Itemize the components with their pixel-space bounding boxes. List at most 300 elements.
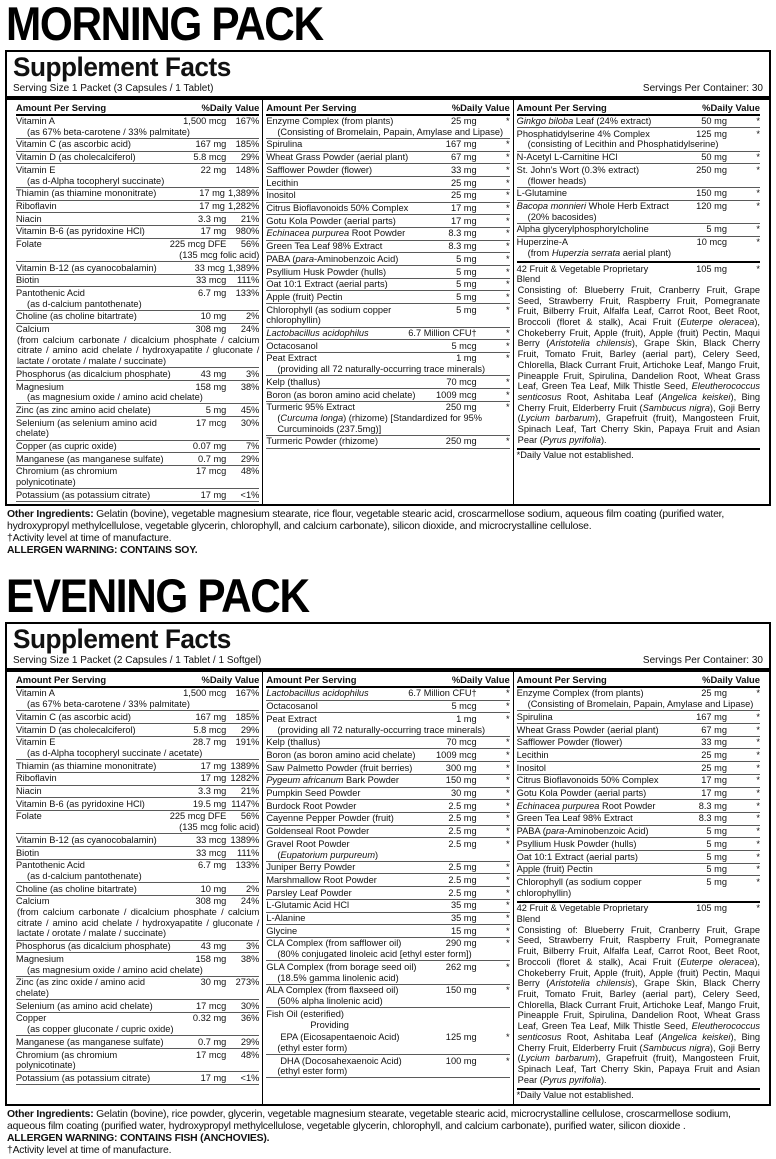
ingredient-amount: 5 mg: [706, 851, 727, 862]
column-header: [16, 672, 259, 688]
ingredient-amount: 2.5 mg: [448, 838, 477, 849]
ingredient-row: [266, 887, 509, 900]
ingredient-sub-note: (as magnesium oxide / amino acid chelate): [27, 392, 203, 403]
evening-serving-size: Serving Size 1 Packet (2 Capsules / 1 Tablet / 1 Softgel): [13, 654, 262, 666]
ingredient-amount: 6.7 mg: [198, 860, 227, 871]
ingredient-amount: 33 mcg: [194, 262, 225, 273]
ingredient-name: Folate: [16, 811, 42, 822]
ingredient-name: Zinc (as zinc oxide / amino acid chelate): [16, 977, 146, 998]
ingredient-amount: 5 mg: [205, 404, 227, 415]
ingredient-amount: 5 mg: [456, 291, 477, 302]
ingredient-daily-value: <1%: [240, 489, 260, 500]
ingredient-daily-value: *: [756, 724, 760, 735]
ingredient-daily-value: 29%: [240, 453, 260, 464]
ingredient-row: [266, 838, 509, 861]
ingredient-amount: 0.07 mg: [192, 441, 227, 452]
ingredient-daily-value: *: [506, 862, 510, 873]
ingredient-amount: 17 mg: [450, 203, 477, 213]
evening-supplement-facts-box: [5, 622, 771, 1105]
morning-column-3: [513, 100, 763, 505]
ingredient-name: Boron (as boron amino acid chelate): [266, 749, 416, 760]
ingredient-sub-note: Consisting of: Blueberry Fruit, Cranberry Fruit, Grape Seed, Strawberry Fruit, Raspberry Fruit, Pomegranate Fruit, Bilberry Fruit, Alfalfa Leaf, Carrot Root, Beet Root, Broccoli (floret & stalk), Acai Fruit (Euterpe oleracea), Chokeberry Fruit, Apple (fruit), Apple (fruit) Pectin, Maqui Berry (Aristotelia chilensis), Grape Skin, Black Cherry Fruit, Tomato Fruit, Barley (aerial part), Celery Seed, Chlorella, Black Currant Fruit, Artichoke Leaf, Mango Fruit, Pineapple Fruit, Spirulina, Dandelion Root, Wheat Grass Leaf, Green Tea Leaf, Milk Thistle Seed, Eleutherococcus senticosus Root, Ashitaba Leaf (Angelica keiskei), Bing Cherry Fruit, Elderberry Fruit (Sambucus nigra), Goji Berry (Lycium barbarum), Grapefruit (fruit), Mangosteen Fruit, Spinach Leaf, Tart Cherry Skin, Papaya Fruit and Asian Pear (Pyrus pyrifolia).: [517, 924, 760, 1085]
ingredient-name: Spirulina: [516, 711, 553, 722]
ingredient-name: Chlorophyll (as sodium copper chlorophyllin): [516, 876, 642, 898]
ingredient-daily-value: 3%: [245, 941, 260, 952]
ingredient-daily-value: 24%: [240, 324, 260, 335]
ingredient-daily-value: 191%: [235, 737, 260, 748]
ingredient-row: [266, 800, 509, 813]
ingredient-amount: 50 mg: [701, 116, 727, 127]
ingredient-name: Saw Palmetto Powder (fruit berries): [266, 762, 413, 773]
ingredient-name: Vitamin E: [16, 737, 56, 748]
ingredient-row: [266, 701, 509, 714]
ingredient-amount: 250 mg: [445, 402, 477, 413]
ingredient-amount: 0.32 mg: [192, 1013, 227, 1024]
ingredient-name: Kelp (thallus): [266, 737, 321, 748]
ingredient-daily-value: *: [506, 961, 510, 972]
ingredient-name: ALA Complex (from flaxseed oil): [266, 985, 399, 996]
ingredient-name: Calcium: [16, 324, 50, 335]
ingredient-name: Inositol: [516, 762, 546, 773]
daily-value-header: %Daily Value: [702, 673, 760, 685]
ingredient-row: [517, 864, 760, 877]
ingredient-row: [16, 453, 259, 466]
ingredient-daily-value: 56%: [240, 239, 260, 250]
ingredient-amount: 25 mg: [701, 749, 727, 760]
ingredient-daily-value: 167%: [235, 116, 260, 127]
ingredient-row: [16, 773, 259, 786]
ingredient-daily-value: 1147%: [231, 798, 260, 809]
ingredient-name: Magnesium: [16, 381, 64, 392]
ingredient-row: [266, 874, 509, 887]
ingredient-daily-value: *: [756, 775, 760, 786]
ingredient-sub-note: (ethyl ester form): [277, 1066, 348, 1077]
ingredient-daily-value: *: [756, 788, 760, 799]
other-ingredients-label: Other Ingredients:: [7, 509, 94, 521]
ingredient-amount: 8.3 mg: [698, 813, 727, 824]
column-header: [266, 100, 509, 116]
ingredient-amount: 225 mcg DFE: [169, 811, 227, 822]
ingredient-row: [517, 201, 760, 224]
ingredient-row: [266, 116, 509, 139]
ingredient-amount: 17 mg: [200, 773, 227, 784]
ingredient-amount: 5 mg: [706, 838, 727, 849]
ingredient-row: [266, 737, 509, 750]
ingredient-name: Vitamin E: [16, 164, 56, 175]
ingredient-amount: 120 mg: [696, 201, 727, 211]
ingredient-amount: 17 mg: [200, 1072, 227, 1083]
ingredient-row: [517, 1088, 760, 1102]
ingredient-daily-value: *: [506, 177, 510, 188]
ingredient-amount: 250 mg: [696, 164, 727, 175]
ingredient-amount: 5 mg: [706, 876, 727, 887]
ingredient-daily-value: 111%: [237, 275, 260, 286]
ingredient-amount: 25 mg: [450, 177, 477, 188]
ingredient-name: Selenium (as amino acid chelate): [16, 1000, 153, 1011]
ingredient-row: [266, 228, 509, 241]
ingredient-row: [517, 813, 760, 826]
ingredient-name: Safflower Powder (flower): [266, 164, 373, 175]
ingredient-row: [16, 417, 259, 440]
ingredient-row: [16, 324, 259, 369]
ingredient-daily-value: 38%: [240, 381, 260, 392]
ingredient-amount: 17 mg: [701, 788, 727, 799]
ingredient-name: Vitamin B-6 (as pyridoxine HCl): [16, 226, 145, 237]
ingredient-row: [266, 402, 509, 436]
ingredient-daily-value: 3%: [245, 368, 260, 379]
ingredient-name: 42 Fruit & Vegetable Proprietary Blend: [516, 903, 649, 925]
ingredient-row: [266, 961, 509, 984]
ingredient-name: Peat Extract: [266, 713, 317, 724]
ingredient-amount: 5 mcg: [451, 701, 477, 712]
ingredient-row: [266, 376, 509, 389]
ingredient-amount: 3.3 mg: [198, 213, 227, 224]
ingredient-name: Octacosanol: [266, 701, 318, 712]
ingredient-daily-value: *: [756, 201, 760, 211]
ingredient-daily-value: *: [756, 128, 760, 139]
ingredient-row: [16, 811, 259, 834]
ingredient-rows: [16, 688, 259, 1085]
ingredient-daily-value: *: [506, 1055, 510, 1066]
ingredient-name: Fish Oil (esterified): [266, 1008, 344, 1019]
ingredient-row: [517, 876, 760, 898]
ingredient-name: St. John's Wort (0.3% extract): [516, 164, 640, 175]
ingredient-amount: 250 mg: [445, 436, 477, 447]
ingredient-row: [16, 760, 259, 773]
ingredient-row: [16, 941, 259, 954]
ingredient-amount: 6.7 Million CFU†: [408, 328, 477, 339]
ingredient-daily-value: 273%: [235, 977, 260, 988]
ingredient-row: [266, 304, 509, 327]
ingredient-row: [16, 152, 259, 165]
evening-columns: [13, 672, 763, 1104]
ingredient-name: Pantothenic Acid: [16, 287, 85, 298]
ingredient-daily-value: 1389%: [230, 834, 260, 845]
morning-servings-per-container: Servings Per Container: 30: [642, 82, 763, 94]
ingredient-amount: 5 mg: [456, 266, 477, 277]
ingredient-daily-value: 1,389%: [227, 188, 260, 199]
ingredient-name: Vitamin A: [16, 116, 55, 127]
ingredient-name: Enzyme Complex (from plants): [516, 688, 644, 699]
ingredient-name: Apple (fruit) Pectin: [266, 291, 343, 302]
ingredient-row: [16, 489, 259, 502]
ingredient-row: [16, 368, 259, 381]
ingredient-row: [16, 834, 259, 847]
ingredient-daily-value: *: [756, 903, 760, 914]
ingredient-row: [266, 775, 509, 788]
ingredient-sub-note: (from calcium carbonate / dicalcium phosphate / calcium citrate / amino acid chelate / hydroxyapatite / gluconate / lactate / orotate / malate / succinate): [17, 907, 260, 939]
ingredient-daily-value: *: [506, 749, 510, 760]
ingredient-row: [266, 985, 509, 1008]
ingredient-row: [266, 203, 509, 216]
ingredient-row: [16, 262, 259, 275]
ingredient-amount: 262 mg: [445, 961, 477, 972]
ingredient-row: [16, 226, 259, 239]
ingredient-name: Green Tea Leaf 98% Extract: [516, 813, 633, 824]
ingredient-daily-value: *: [756, 152, 760, 163]
ingredient-daily-value: *: [506, 985, 510, 996]
ingredient-name: Oat 10:1 Extract (aerial parts): [516, 851, 638, 862]
ingredient-sub-note: (flower heads): [527, 175, 587, 186]
ingredient-sub-note: (50% alpha linolenic acid): [277, 995, 383, 1006]
ingredient-amount: 25 mg: [450, 190, 477, 201]
ingredient-daily-value: 111%: [237, 847, 260, 858]
ingredient-row: [16, 311, 259, 324]
ingredient-name: Bacopa monnieri Whole Herb Extract: [516, 201, 669, 211]
ingredient-daily-value: 21%: [240, 213, 260, 224]
ingredient-daily-value: *: [506, 139, 510, 150]
ingredient-daily-value: 7%: [245, 441, 260, 452]
ingredient-amount: 10 mcg: [696, 237, 727, 248]
ingredient-name: Thiamin (as thiamine mononitrate): [16, 188, 157, 199]
ingredient-amount: 67 mg: [450, 152, 477, 163]
ingredient-amount: 25 mg: [450, 116, 477, 127]
ingredient-row: [266, 139, 509, 152]
ingredient-amount: 43 mg: [200, 941, 227, 952]
ingredient-daily-value: *: [506, 215, 510, 226]
ingredient-rows: [517, 688, 760, 1102]
ingredient-row: [266, 1032, 509, 1055]
ingredient-row: [266, 177, 509, 190]
ingredient-sub-note: (providing all 72 naturally-occurring trace minerals): [277, 724, 486, 735]
ingredient-row: [16, 188, 259, 201]
ingredient-row: [16, 953, 259, 976]
ingredient-daily-value: *: [756, 116, 760, 127]
ingredient-sub-note: (Consisting of Bromelain, Papain, Amylase and Lipase): [277, 126, 504, 137]
ingredient-daily-value: *: [756, 864, 760, 875]
ingredient-amount: 33 mcg: [195, 275, 227, 286]
ingredient-name: GLA Complex (from borage seed oil): [266, 961, 417, 972]
ingredient-row: [266, 688, 509, 701]
ingredient-name: Wheat Grass Powder (aerial plant): [266, 152, 409, 163]
ingredient-daily-value: *: [506, 838, 510, 849]
ingredient-name: Burdock Root Powder: [266, 800, 357, 811]
ingredient-daily-value: *: [756, 263, 760, 274]
ingredient-amount: 25 mg: [701, 688, 727, 699]
ingredient-sub-note: (as copper gluconate / cupric oxide): [27, 1024, 174, 1035]
ingredient-amount: 167 mg: [445, 139, 477, 150]
ingredient-amount: 70 mcg: [446, 737, 477, 748]
evening-pack-section: [0, 569, 776, 1156]
morning-facts-title: Supplement Facts: [13, 52, 231, 83]
ingredient-name: Biotin: [16, 847, 40, 858]
ingredient-daily-value: *: [506, 340, 510, 351]
ingredient-row: [16, 116, 259, 139]
ingredient-name: Alpha glycerylphosphorylcholine: [516, 224, 649, 235]
ingredient-row: [16, 1036, 259, 1049]
ingredient-name: Glycine: [266, 925, 298, 936]
ingredient-row: [266, 925, 509, 938]
ingredient-amount: 150 mg: [696, 188, 727, 199]
ingredient-row: [16, 201, 259, 214]
ingredient-daily-value: *: [756, 711, 760, 722]
ingredient-row: [517, 128, 760, 151]
ingredient-name: Niacin: [16, 213, 42, 224]
ingredient-daily-value: *: [756, 688, 760, 699]
ingredient-name: Niacin: [16, 786, 42, 797]
ingredient-name: Safflower Powder (flower): [516, 737, 623, 748]
ingredient-sub-note: (from Huperzia serrata aerial plant): [527, 247, 672, 258]
ingredient-name: Turmeric 95% Extract: [266, 402, 355, 413]
ingredient-daily-value: *: [506, 737, 510, 748]
evening-serving-row: [13, 654, 763, 668]
ingredient-amount: 17 mcg: [195, 466, 227, 477]
morning-footer: [7, 509, 769, 557]
ingredient-row: [266, 1055, 509, 1078]
ingredient-sub-note: (providing all 72 naturally-occurring trace minerals): [277, 364, 486, 375]
ingredient-amount: 308 mg: [195, 896, 227, 907]
ingredient-sub-note: (Curcuma longa) (rhizome) [Standardized for 95% Curcuminoids (237.5mg)]: [277, 412, 482, 434]
ingredient-daily-value: *: [756, 762, 760, 773]
ingredient-amount: 3.3 mg: [198, 786, 227, 797]
ingredient-row: [266, 788, 509, 801]
ingredient-name: Ginkgo biloba Leaf (24% extract): [516, 116, 652, 127]
ingredient-name: EPA (Eicosapentaenoic Acid): [280, 1032, 400, 1043]
ingredient-name: Vitamin B-12 (as cyanocobalamin): [16, 262, 157, 273]
daily-value-header: %Daily Value: [201, 101, 260, 113]
column-header: [517, 100, 760, 116]
ingredient-daily-value: *: [756, 188, 760, 199]
ingredient-name: Lactobacillus acidophilus: [266, 688, 369, 699]
ingredient-daily-value: 56%: [240, 811, 260, 822]
ingredient-row: [517, 826, 760, 839]
ingredient-name: Parsley Leaf Powder: [266, 887, 352, 898]
ingredient-row: [266, 152, 509, 165]
ingredient-row: [517, 800, 760, 813]
ingredient-amount: 225 mcg DFE: [169, 239, 227, 250]
ingredient-row: [517, 851, 760, 864]
ingredient-daily-value: *: [506, 203, 510, 213]
ingredient-daily-value: *: [506, 279, 510, 290]
ingredient-name: Riboflavin: [16, 773, 57, 784]
ingredient-daily-value: 1,389%: [227, 262, 260, 273]
activity-note: †Activity level at time of manufacture.: [7, 1144, 172, 1156]
ingredient-row: [266, 749, 509, 762]
ingredient-amount: 150 mg: [445, 985, 477, 996]
ingredient-row: [16, 287, 259, 310]
ingredient-amount: 167 mg: [696, 711, 727, 722]
ingredient-row: [266, 291, 509, 304]
ingredient-daily-value: <1%: [240, 1072, 260, 1083]
ingredient-name: Echinacea purpurea Root Powder: [266, 228, 406, 239]
ingredient-amount: 10 mg: [200, 311, 227, 322]
ingredient-row: [266, 762, 509, 775]
ingredient-name: DHA (Docosahexaenoic Acid): [280, 1055, 402, 1066]
ingredient-name: *Daily Value not established.: [516, 1090, 634, 1101]
ingredient-name: Inositol: [266, 190, 296, 201]
ingredient-amount: 30 mg: [200, 977, 227, 988]
ingredient-name: Lecithin: [266, 177, 299, 188]
ingredient-row: [266, 253, 509, 266]
ingredient-row: [16, 1013, 259, 1036]
ingredient-name: Vitamin D (as cholecalciferol): [16, 724, 136, 735]
ingredient-sub-note: (as d-calcium pantothenate): [27, 298, 142, 309]
ingredient-amount: 15 mg: [450, 925, 477, 936]
ingredient-daily-value: 133%: [235, 860, 260, 871]
ingredient-amount: 1,500 mcg: [183, 688, 227, 699]
ingredient-row: [16, 847, 259, 860]
ingredient-daily-value: 30%: [240, 417, 260, 428]
ingredient-amount: 2.5 mg: [448, 813, 477, 824]
ingredient-daily-value: 2%: [245, 311, 260, 322]
ingredient-row: [16, 239, 259, 262]
ingredient-daily-value: *: [506, 328, 510, 339]
ingredient-amount: 17 mcg: [195, 1049, 227, 1060]
ingredient-amount: 30 mg: [450, 788, 477, 799]
ingredient-daily-value: 148%: [235, 164, 260, 175]
ingredient-name: Cayenne Pepper Powder (fruit): [266, 813, 394, 824]
ingredient-name: L-Glutamic Acid HCl: [266, 900, 350, 911]
ingredient-row: [266, 1020, 509, 1032]
ingredient-amount: 1 mg: [456, 353, 477, 364]
ingredient-row: [266, 862, 509, 875]
ingredient-daily-value: *: [506, 800, 510, 811]
ingredient-daily-value: 45%: [240, 404, 260, 415]
ingredient-amount: 35 mg: [450, 900, 477, 911]
ingredient-daily-value: 30%: [240, 1000, 260, 1011]
ingredient-name: Pygeum africanum Bark Powder: [266, 775, 399, 786]
morning-pack-section: [0, 1, 776, 557]
ingredient-amount: 33 mg: [701, 737, 727, 748]
ingredient-name: Lactobacillus acidophilus: [266, 328, 369, 339]
ingredient-amount: 17 mg: [199, 201, 225, 211]
ingredient-daily-value: 980%: [235, 226, 260, 237]
ingredient-daily-value: *: [506, 938, 510, 949]
amount-per-serving-header: Amount Per Serving: [16, 673, 107, 685]
ingredient-amount: 25 mg: [701, 762, 727, 773]
ingredient-name: *Daily Value not established.: [516, 450, 634, 461]
ingredient-amount: 19.5 mg: [192, 798, 227, 809]
ingredient-daily-value: 185%: [235, 711, 260, 722]
ingredient-row: [517, 711, 760, 724]
ingredient-daily-value: *: [506, 813, 510, 824]
ingredient-daily-value: *: [506, 775, 510, 786]
ingredient-amount: 5 mg: [706, 826, 727, 837]
ingredient-name: Riboflavin: [16, 201, 57, 211]
ingredient-row: [16, 275, 259, 288]
ingredient-row: [517, 901, 760, 1086]
column-header: [266, 672, 509, 688]
ingredient-name: Magnesium: [16, 953, 64, 964]
ingredient-daily-value: *: [506, 164, 510, 175]
ingredient-amount: 100 mg: [445, 1055, 477, 1066]
ingredient-name: Gotu Kola Powder (aerial parts): [266, 215, 396, 226]
ingredient-name: L-Alanine: [266, 913, 306, 924]
ingredient-amount: 167 mg: [195, 711, 227, 722]
ingredient-sub-note: (Consisting of Bromelain, Papain, Amylase and Lipase): [527, 699, 754, 710]
ingredient-row: [266, 266, 509, 279]
ingredient-name: Potassium (as potassium citrate): [16, 1072, 151, 1083]
ingredient-row: [266, 241, 509, 254]
other-ingredients: Other Ingredients: Gelatin (bovine), vegetable magnesium stearate, rice flour, vegetable stearic acid, croscarmellose sodium, aqueous film coating (purified water, hydroxypropyl methylcellulose, vegetable glycerin, chlorophyll, and calcium carbonate), silicon dioxide, and microcrystalline cellulose.: [7, 509, 725, 533]
ingredient-sub-note: (from calcium carbonate / dicalcium phosphate / calcium citrate / amino acid chelate / hydroxyapatite / gluconate / lactate / orotate / malate / succinate): [17, 334, 260, 367]
ingredient-name: Manganese (as manganese sulfate): [16, 1036, 164, 1047]
daily-value-header: %Daily Value: [702, 101, 760, 113]
ingredient-name: PABA (para-Aminobenzoic Acid): [266, 253, 399, 264]
ingredient-row: [266, 900, 509, 913]
ingredient-daily-value: *: [756, 876, 760, 887]
ingredient-rows: [517, 116, 760, 462]
morning-column-1: [13, 100, 262, 505]
ingredient-sub-note: (20% bacosides): [527, 211, 597, 222]
ingredient-daily-value: *: [506, 402, 510, 413]
ingredient-sub-note: (ethyl ester form): [277, 1042, 348, 1053]
ingredient-name: Psyllium Husk Powder (hulls): [266, 266, 387, 277]
ingredient-amount: 300 mg: [445, 762, 477, 773]
ingredient-row: [266, 389, 509, 402]
ingredient-sub-note: (as d-Alpha tocopheryl succinate / acetate): [27, 747, 203, 758]
ingredient-daily-value: 1282%: [230, 773, 260, 784]
